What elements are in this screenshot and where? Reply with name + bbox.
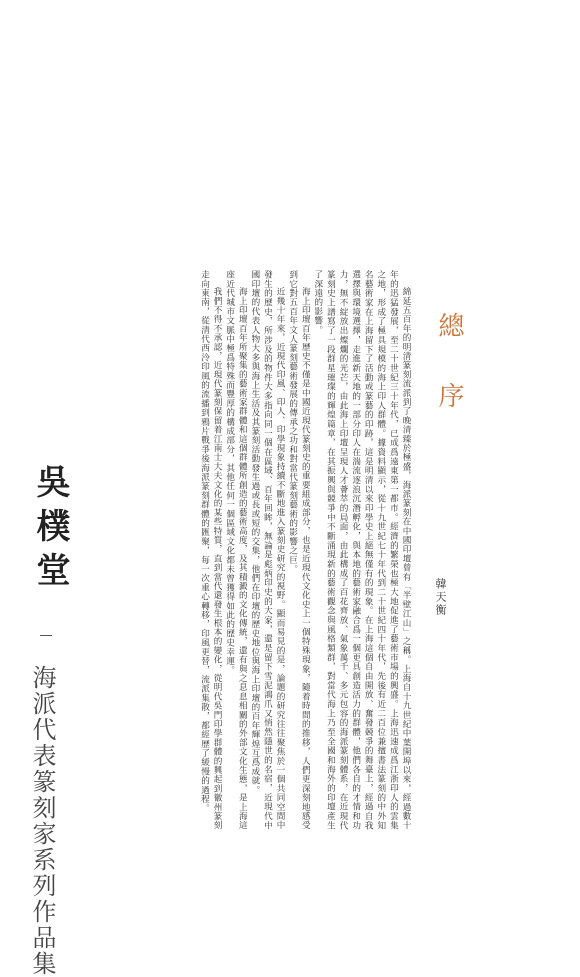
artist-name-calligraphy: 吳樸堂 [30, 464, 70, 596]
preface-body [52, 270, 412, 830]
paragraph: 我們不得不承認，近現代篆刻保留着江南士大夫文化的某些特質，直到當代還發生根本的變化，從明代吳門印學群體的興起到徽州篆刻走向東南，從清代西泠印風的流播到鴉片戰爭後海派篆刻群體的匯聚，每一次重心轉移，印風更替，流派集散，都經歷了緩慢的過程。 [199, 270, 223, 830]
paragraph: 海上印壇百年所聚集的藝術家群體和這個群體所創造的藝術高度，及其積澱的文化傳統，還有與之息息相關的外部文化生態，是上海這座近代城市文脈中極爲特殊而豐厚的構成部分，其他任何一個區域文化都未曾獲得如此的歷史幸運。 [224, 270, 248, 830]
divider [40, 635, 52, 636]
page-title: 總 序 [434, 312, 464, 427]
author-name: 韓天衡 [434, 578, 447, 617]
paragraph: 綿延五百年的明清篆刻流派到了晚清臻於極盛，海派篆刻在中國印壇曾有「半壁江山」之稱。上海自十九世紀中葉開埠以來，經過數十年的迅猛發展，至二十世紀三十年代，已成爲遠東第一都市。經濟的繁榮也極大地促進了藝術市場的興盛。上海迅速成爲江浙印人的雲集之地，形成了極具規模的海上印人群體。據資料顯示，從十九世紀七十年代到二十世紀四十年代，先後有近二百位兼擅書法篆刻的中外知名藝術家在上海留下了活動或篆藝的印跡，這是明清以來印學史上絕無僅有的現象。在上海這個自由開放、奮發競爭的舞臺上，經過自我選擇與環境選擇，走進新天地的一部分印人在湍流逐浪沉潛孵化，與本地的藝術家融合爲一個更具創造活力的群體，他們各自的才情和功力，無不綻放出燦爛的光芒，由此海上印壇呈現人才薈萃的局面，由此構成了百花齊放、氣象萬千、多元包容的海派篆刻體系，在近現代篆刻史上譜寫了一段群星璀璨的輝煌篇章，在其振興與競爭中不斷涌現新的藝術觀念與風格類群，對當代海上乃至全國和海外的印壇產生了深遠的影響。 [312, 270, 411, 830]
paragraph: 近幾十年來，近現代印風、印人、印學現象持續不斷地進入篆刻史研究的視野。顯而易見的是，論題的研究往往聚焦於一個共同空間中發生的歷史，所涉及的物件大多指向同一個在區域、百年回眸，無論是彪炳印史的大家，還是留下雪泥鴻爪又悄然隱世的名宿，近現代中國印壇的代表人物大多與海上生活及其篆刻活動發生過或長或短的交集，他們在印壇的歷史地位與海上印壇的百年輝煌互爲成就。 [249, 270, 286, 830]
series-title: 海派代表篆刻家系列作品集 [28, 665, 56, 977]
paragraph: 海上印壇百年歷史不僅是中國近現代篆刻史的重要組成部分，也是近現代文化史上一個特殊現象，隨着時間的推移，人們更深刻地感受到它對五百年文人篆刻藝術發展的傳承之功和對當代篆刻藝術的影響之巨。 [287, 270, 311, 830]
